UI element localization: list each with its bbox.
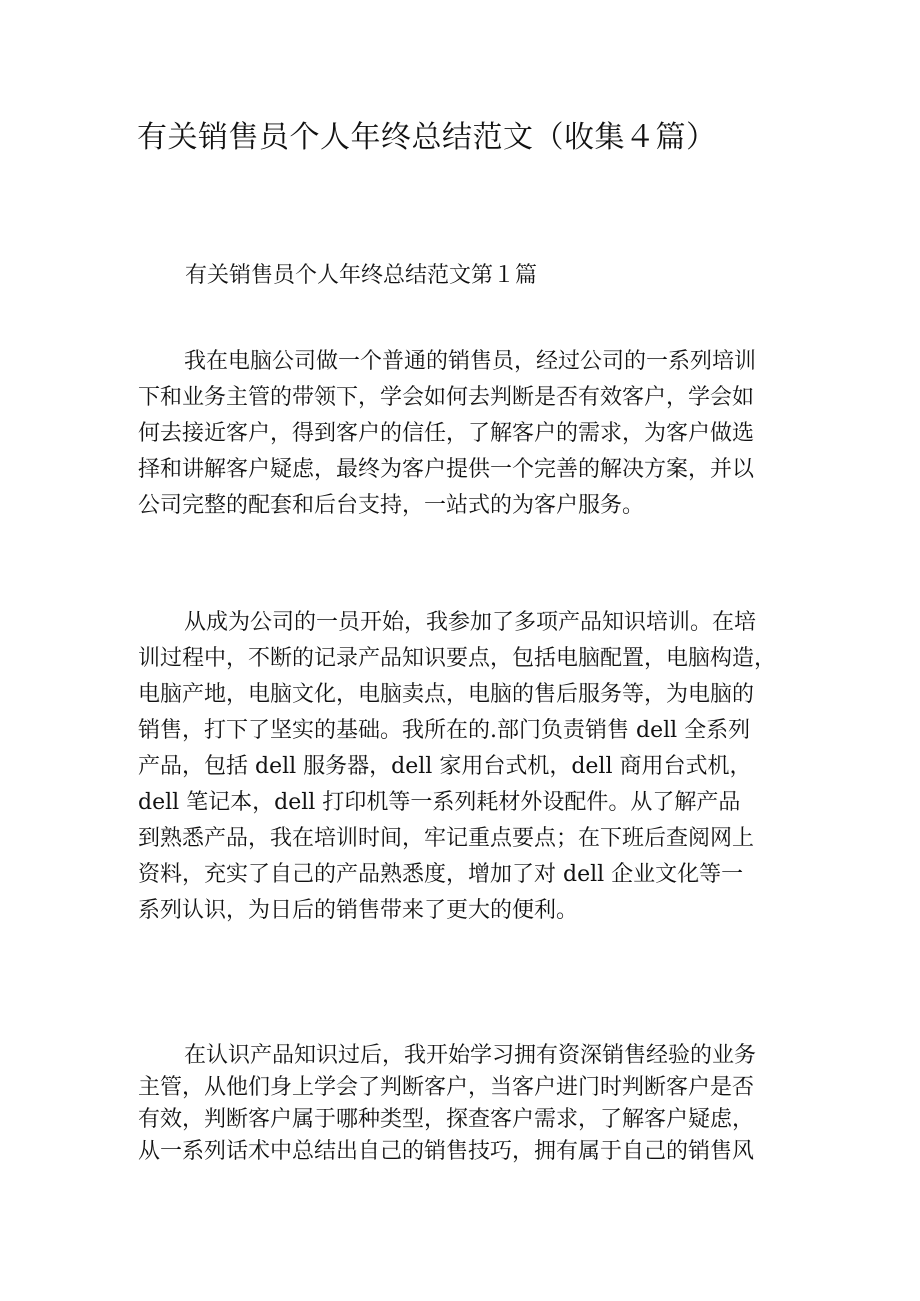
paragraph-line: 从成为公司的一员开始，我参加了多项产品知识培训。在培 <box>184 610 757 635</box>
paragraph-line: 资料，充实了自己的产品熟悉度，增加了对 dell 企业文化等一 <box>138 862 744 887</box>
paragraph-line: 电脑产地，电脑文化，电脑卖点，电脑的售后服务等，为电脑的 <box>138 682 755 707</box>
paragraph-line: 从一系列话术中总结出自己的销售技巧，拥有属于自己的销售风 <box>138 1139 755 1164</box>
paragraph-line: 系列认识，为日后的销售带来了更大的便利。 <box>138 898 579 923</box>
paragraph-line: 我在电脑公司做一个普通的销售员，经过公司的一系列培训 <box>184 349 757 374</box>
document-title: 有关销售员个人年终总结范文（收集４篇） <box>137 120 717 155</box>
paragraph-line: 择和讲解客户疑虑，最终为客户提供一个完善的解决方案，并以 <box>138 457 755 482</box>
paragraph-line: 何去接近客户，得到客户的信任，了解客户的需求，为客户做选 <box>138 421 755 446</box>
paragraph-line: 到熟悉产品，我在培训时间，牢记重点要点；在下班后查阅网上 <box>138 826 755 851</box>
paragraph-1 <box>138 344 788 524</box>
paragraph-2 <box>138 605 788 929</box>
paragraph-line: dell 笔记本，dell 打印机等一系列耗材外设配件。从了解产品 <box>138 790 741 815</box>
paragraph-line: 产品，包括 dell 服务器，dell 家用台式机，dell 商用台式机， <box>138 754 752 779</box>
section-heading: 有关销售员个人年终总结范文第１篇 <box>185 263 538 288</box>
paragraph-line: 下和业务主管的带领下，学会如何去判断是否有效客户，学会如 <box>138 385 755 410</box>
paragraph-line: 训过程中，不断的记录产品知识要点，包括电脑配置，电脑构造， <box>138 646 777 671</box>
paragraph-3 <box>138 1040 788 1168</box>
paragraph-line: 销售，打下了坚实的基础。我所在的.部门负责销售 dell 全系列 <box>138 718 751 743</box>
paragraph-line: 有效，判断客户属于哪种类型，探查客户需求，了解客户疑虑， <box>138 1107 755 1132</box>
paragraph-line: 在认识产品知识过后，我开始学习拥有资深销售经验的业务 <box>184 1043 757 1068</box>
paragraph-line: 公司完整的配套和后台支持，一站式的为客户服务。 <box>138 493 645 518</box>
paragraph-line: 主管，从他们身上学会了判断客户，当客户进门时判断客户是否 <box>138 1075 755 1100</box>
